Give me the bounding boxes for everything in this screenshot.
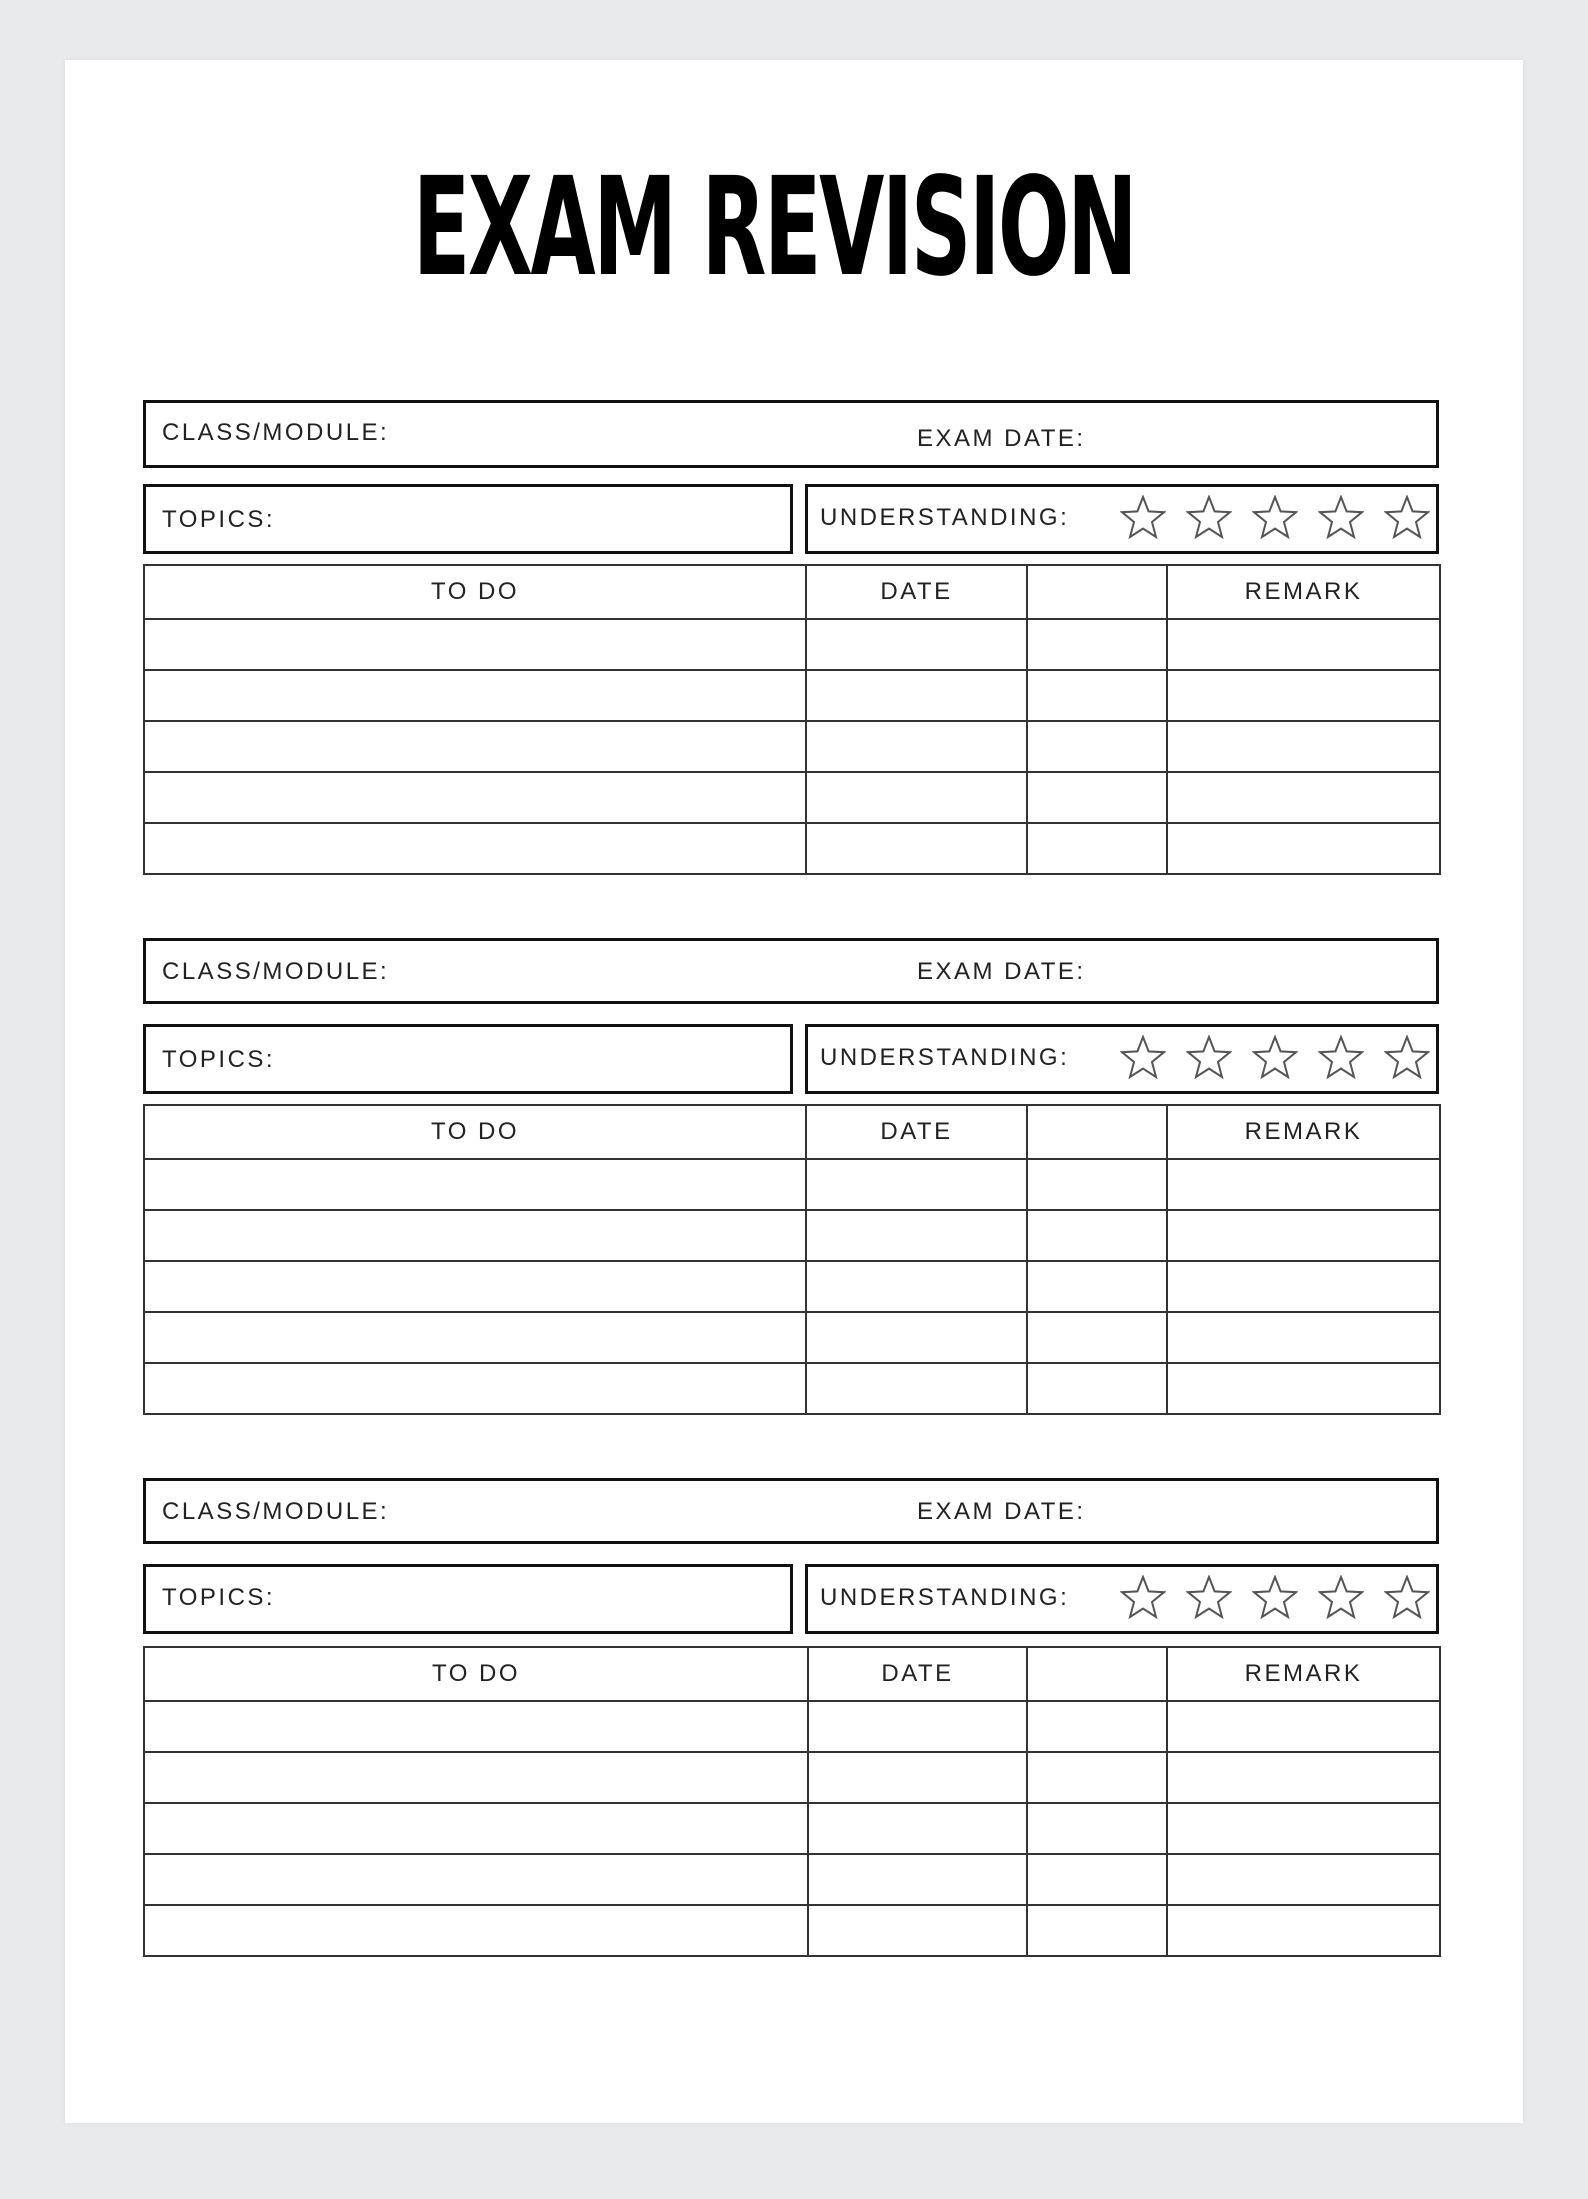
blank-cell[interactable]: [1027, 1803, 1167, 1854]
date-cell[interactable]: [806, 670, 1027, 721]
table-row: [144, 721, 1440, 772]
column-header-todo: TO DO: [144, 1105, 806, 1159]
star-icon[interactable]: [1252, 495, 1298, 539]
date-cell[interactable]: [806, 1363, 1027, 1414]
remark-cell[interactable]: [1167, 823, 1440, 874]
todo-cell[interactable]: [144, 670, 806, 721]
table-row: [144, 1363, 1440, 1414]
remark-cell[interactable]: [1167, 721, 1440, 772]
column-header-date: DATE: [808, 1647, 1027, 1701]
remark-cell[interactable]: [1167, 1701, 1440, 1752]
todo-cell[interactable]: [144, 1803, 808, 1854]
todo-cell[interactable]: [144, 721, 806, 772]
class-module-label: CLASS/MODULE:: [162, 1498, 390, 1525]
todo-cell[interactable]: [144, 1363, 806, 1414]
date-cell[interactable]: [806, 1159, 1027, 1210]
table-row: [144, 1803, 1440, 1854]
blank-cell[interactable]: [1027, 1261, 1167, 1312]
column-header-todo: TO DO: [144, 1647, 808, 1701]
star-icon[interactable]: [1186, 1035, 1232, 1079]
todo-cell[interactable]: [144, 1159, 806, 1210]
blank-cell[interactable]: [1027, 1210, 1167, 1261]
table-row: [144, 1312, 1440, 1363]
understanding-label: UNDERSTANDING:: [820, 1044, 1070, 1071]
table-row: [144, 1701, 1440, 1752]
table-header-row: [144, 1105, 1440, 1159]
table-row: [144, 619, 1440, 670]
star-icon[interactable]: [1120, 1575, 1166, 1619]
table-row: [144, 823, 1440, 874]
class-module-field[interactable]: [143, 938, 1439, 1004]
remark-cell[interactable]: [1167, 1803, 1440, 1854]
remark-cell[interactable]: [1167, 1854, 1440, 1905]
topics-label: TOPICS:: [162, 1046, 276, 1073]
todo-table: [143, 564, 1441, 875]
remark-cell[interactable]: [1167, 1752, 1440, 1803]
understanding-label: UNDERSTANDING:: [820, 504, 1070, 531]
todo-cell[interactable]: [144, 1701, 808, 1752]
worksheet-page: [65, 60, 1523, 2123]
star-rating[interactable]: [1120, 495, 1430, 539]
date-cell[interactable]: [806, 823, 1027, 874]
star-rating[interactable]: [1120, 1575, 1430, 1619]
star-icon[interactable]: [1252, 1575, 1298, 1619]
star-icon[interactable]: [1318, 1575, 1364, 1619]
date-cell[interactable]: [808, 1854, 1027, 1905]
blank-cell[interactable]: [1027, 772, 1167, 823]
table-header-row: [144, 565, 1440, 619]
understanding-field: [805, 1024, 1439, 1094]
remark-cell[interactable]: [1167, 1312, 1440, 1363]
exam-date-label: EXAM DATE:: [917, 958, 1086, 985]
todo-cell[interactable]: [144, 1210, 806, 1261]
star-icon[interactable]: [1384, 495, 1430, 539]
column-header-date: DATE: [806, 565, 1027, 619]
date-cell[interactable]: [808, 1752, 1027, 1803]
blank-cell[interactable]: [1027, 1159, 1167, 1210]
star-icon[interactable]: [1120, 495, 1166, 539]
remark-cell[interactable]: [1167, 1261, 1440, 1312]
todo-table: [143, 1104, 1441, 1415]
date-cell[interactable]: [806, 1261, 1027, 1312]
blank-cell[interactable]: [1027, 1905, 1167, 1956]
todo-cell[interactable]: [144, 1752, 808, 1803]
star-icon[interactable]: [1384, 1035, 1430, 1079]
todo-cell[interactable]: [144, 1905, 808, 1956]
table-row: [144, 670, 1440, 721]
star-icon[interactable]: [1252, 1035, 1298, 1079]
blank-cell[interactable]: [1027, 670, 1167, 721]
table-row: [144, 1210, 1440, 1261]
star-icon[interactable]: [1318, 495, 1364, 539]
exam-date-label: EXAM DATE:: [917, 425, 1086, 452]
blank-cell[interactable]: [1027, 1312, 1167, 1363]
todo-cell[interactable]: [144, 1261, 806, 1312]
class-module-field[interactable]: [143, 1478, 1439, 1544]
column-header-remark: REMARK: [1167, 1105, 1440, 1159]
star-icon[interactable]: [1186, 495, 1232, 539]
understanding-label: UNDERSTANDING:: [820, 1584, 1070, 1611]
exam-date-label: EXAM DATE:: [917, 1498, 1086, 1525]
date-cell[interactable]: [806, 1312, 1027, 1363]
table-row: [144, 1159, 1440, 1210]
todo-cell[interactable]: [144, 823, 806, 874]
blank-cell[interactable]: [1027, 823, 1167, 874]
todo-table: [143, 1646, 1441, 1957]
topics-label: TOPICS:: [162, 1584, 276, 1611]
blank-cell[interactable]: [1027, 1752, 1167, 1803]
date-cell[interactable]: [806, 1210, 1027, 1261]
remark-cell[interactable]: [1167, 1363, 1440, 1414]
remark-cell[interactable]: [1167, 619, 1440, 670]
remark-cell[interactable]: [1167, 1159, 1440, 1210]
remark-cell[interactable]: [1167, 670, 1440, 721]
topics-field[interactable]: [143, 484, 793, 554]
date-cell[interactable]: [808, 1803, 1027, 1854]
column-header-remark: REMARK: [1167, 1647, 1440, 1701]
date-cell[interactable]: [806, 772, 1027, 823]
table-row: [144, 1854, 1440, 1905]
table-header-row: [144, 1647, 1440, 1701]
class-module-field[interactable]: [143, 400, 1439, 468]
class-module-label: CLASS/MODULE:: [162, 958, 390, 985]
star-rating[interactable]: [1120, 1035, 1430, 1079]
column-header-blank: [1027, 1647, 1167, 1701]
date-cell[interactable]: [808, 1905, 1027, 1956]
understanding-field: [805, 1564, 1439, 1634]
table-row: [144, 1261, 1440, 1312]
blank-cell[interactable]: [1027, 619, 1167, 670]
star-icon[interactable]: [1186, 1575, 1232, 1619]
column-header-date: DATE: [806, 1105, 1027, 1159]
date-cell[interactable]: [808, 1701, 1027, 1752]
blank-cell[interactable]: [1027, 1701, 1167, 1752]
understanding-field: [805, 484, 1439, 554]
blank-cell[interactable]: [1027, 1854, 1167, 1905]
date-cell[interactable]: [806, 721, 1027, 772]
topics-label: TOPICS:: [162, 506, 276, 533]
todo-cell[interactable]: [144, 1854, 808, 1905]
table-row: [144, 1905, 1440, 1956]
column-header-blank: [1027, 1105, 1167, 1159]
topics-field[interactable]: [143, 1024, 793, 1094]
remark-cell[interactable]: [1167, 1210, 1440, 1261]
topics-field[interactable]: [143, 1564, 793, 1634]
todo-cell[interactable]: [144, 619, 806, 670]
blank-cell[interactable]: [1027, 721, 1167, 772]
star-icon[interactable]: [1120, 1035, 1166, 1079]
table-row: [144, 1752, 1440, 1803]
column-header-blank: [1027, 565, 1167, 619]
page-title: EXAM REVISION: [412, 149, 1136, 307]
date-cell[interactable]: [806, 619, 1027, 670]
blank-cell[interactable]: [1027, 1363, 1167, 1414]
todo-cell[interactable]: [144, 772, 806, 823]
column-header-remark: REMARK: [1167, 565, 1440, 619]
column-header-todo: TO DO: [144, 565, 806, 619]
class-module-label: CLASS/MODULE:: [162, 419, 390, 446]
star-icon[interactable]: [1318, 1035, 1364, 1079]
table-row: [144, 772, 1440, 823]
remark-cell[interactable]: [1167, 1905, 1440, 1956]
todo-cell[interactable]: [144, 1312, 806, 1363]
remark-cell[interactable]: [1167, 772, 1440, 823]
star-icon[interactable]: [1384, 1575, 1430, 1619]
